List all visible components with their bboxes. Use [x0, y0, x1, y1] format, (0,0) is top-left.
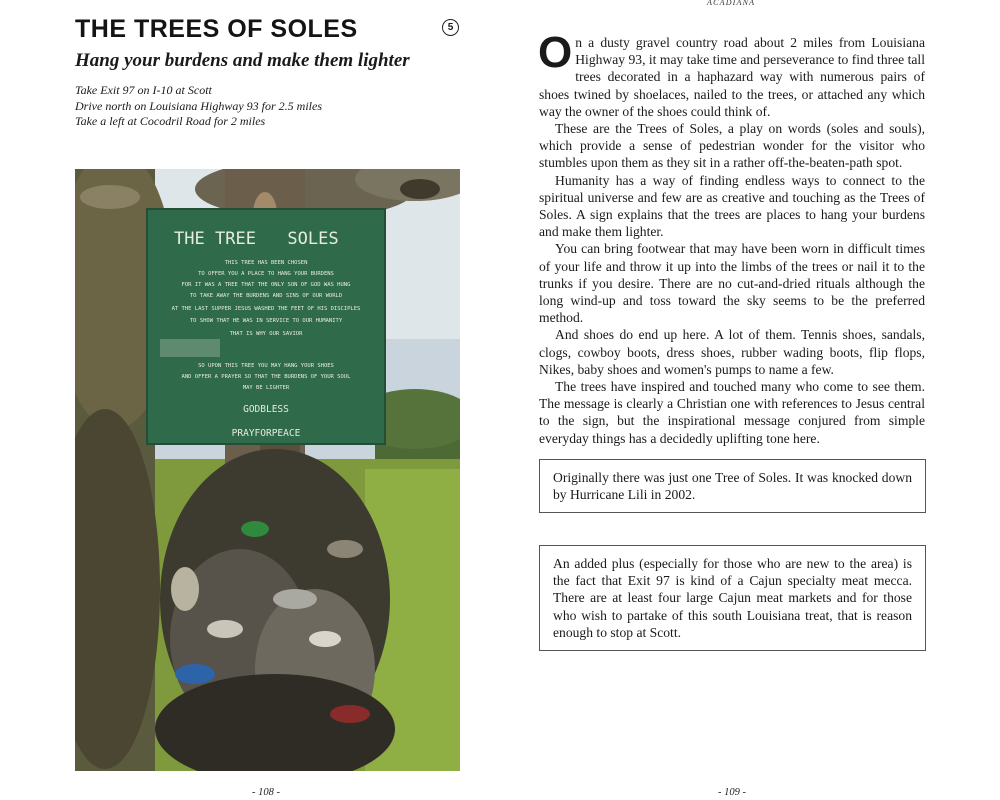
sidebar-note: Originally there was just one Tree of Soles. It was knocked down by Hurricane Lili in 2002. [539, 459, 926, 513]
direction-line: Drive north on Louisiana Highway 93 for 2.5 miles [75, 98, 323, 113]
sign-line: TO OFFER YOU A PLACE TO HANG YOUR BURDENS [198, 271, 334, 277]
sign-line: MAY BE LIGHTER [242, 385, 290, 391]
direction-line: Take a left at Cocodril Road for 2 miles [75, 114, 266, 128]
trees-of-soles-photo [75, 169, 460, 771]
sign-line: AND OFFER A PRAYER SO THAT THE BURDENS OF YOUR SOUL [181, 374, 351, 380]
sign-line: TO SHOW THAT HE WAS IN SERVICE TO OUR HUMANITY [189, 318, 343, 324]
sign-line: THIS TREE HAS BEEN CHOSEN [224, 260, 308, 266]
page-title: THE TREES OF SOLES [75, 15, 358, 43]
body-text [538, 28, 925, 447]
page-number-left: - 108 - [252, 787, 280, 798]
sidebar-note: An added plus (especially for those who are new to the area) is the fact that Exit 97 is kind of a Cajun specialty meat mecca. There are at least four large Cajun meat markets and for those who wish to partake of this south Louisiana treat, that is reason enough to stop at Scott. [539, 545, 926, 651]
paragraph: You can bring footwear that may have been worn in difficult times of your life and throw it up into the limbs of the trees or nail it to the trunks if you desire. There are no cut-and-dried rituals although the long wind-up and toss toward the sky seems to be the preferred method. [539, 241, 925, 326]
sign-line: FOR IT WAS A TREE THAT THE ONLY SON OF GOD WAS HUNG [181, 282, 351, 288]
paragraph: And shoes do end up here. A lot of them. Tennis shoes, sandals, clogs, cowboy boots, dress shoes, rubber wading boots, flip flops, Nikes, baby shoes and women's pumps to name a few. [539, 327, 925, 377]
sign-line: TO TAKE AWAY THE BURDENS AND SINS OF OUR WORLD [189, 293, 343, 299]
sign-line: GODBLESS [243, 404, 289, 415]
sign-line: AT THE LAST SUPPER JESUS WASHED THE FEET OF HIS DISCIPLES [171, 306, 361, 312]
running-head: ACADIANA [707, 0, 756, 7]
drop-cap: O [538, 28, 573, 77]
paragraph: These are the Trees of Soles, a play on words (soles and souls), which provide a sense of pedestrian wonder for the visitor who stumbles upon them as they sit in a rather off-the-beaten-path spot. [539, 121, 925, 171]
sign-line: PRAYFORPEACE [231, 428, 301, 439]
sign-line: SO UPON THIS TREE YOU MAY HANG YOUR SHOES [198, 363, 334, 369]
paragraph: Humanity has a way of finding endless ways to connect to the spiritual universe and few are as creative and touching as the Trees of Soles. A sign explains that the trees are places to hang your burdens and make them lighter. [539, 172, 925, 240]
page-subtitle: Hang your burdens and make them lighter [75, 50, 410, 71]
page-number-right: - 109 - [718, 787, 746, 798]
paragraph: The trees have inspired and touched many who come to see them. The message is clearly a Christian one with references to Jesus central to the sign, but the inspirational message conjured from simple everyday things has a decidedly uplifting tone here. [539, 379, 925, 446]
entry-number-badge: 5 [442, 19, 459, 36]
sign-title-left: THE TREE [174, 229, 256, 249]
sign-title-right: SOLES [287, 229, 339, 249]
direction-line: Take Exit 97 on I-10 at Scott [75, 83, 212, 97]
directions [75, 83, 322, 130]
sign-line: THAT IS WHY OUR SAVIOR [229, 331, 303, 337]
paragraph: On a dusty gravel country road about 2 miles from Louisiana Highway 93, it may take time and perseverance to find three tall trees decorated in a haphazard way with numerous pairs of shoes twined by shoelaces, nailed to the trees, or attached any which way the owner of the shoes could think of. [538, 28, 925, 119]
right-page [500, 0, 1000, 800]
